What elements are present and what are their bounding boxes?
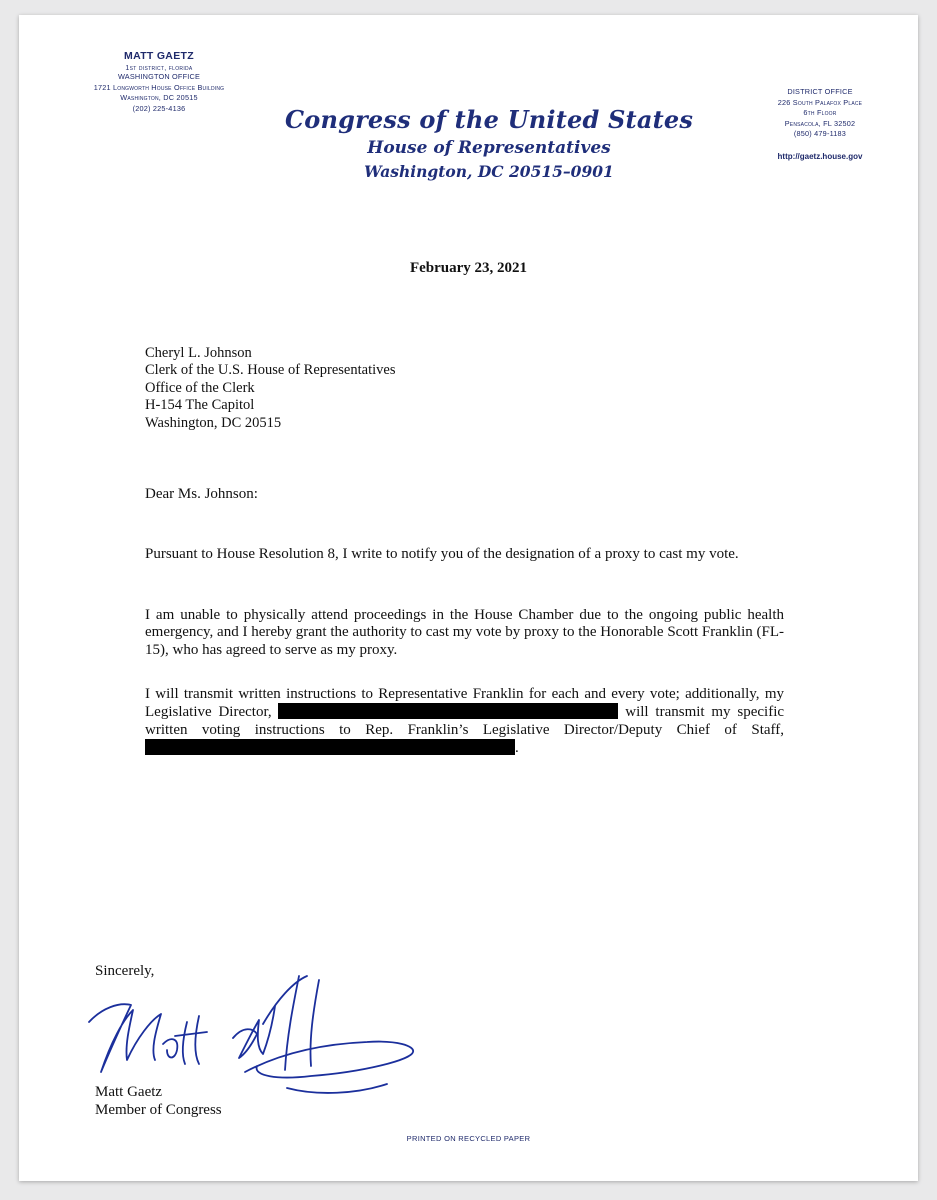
washington-office-address: 1721 Longworth House Office Building — [93, 82, 225, 92]
instructions-text: I will transmit written instructions to Representative Franklin for each and every vote; additionally, my Legislative Director, — [145, 686, 784, 721]
salutation: Dear Ms. Johnson: — [145, 486, 258, 502]
recipient-line: H-154 The Capitol — [145, 397, 255, 414]
instructions-end: . — [515, 740, 519, 757]
member-district: 1st district, florida — [125, 65, 193, 72]
congress-city: Washington, DC 20515–0901 — [364, 162, 614, 181]
redaction-bar — [278, 703, 618, 719]
recycled-paper-footer: PRINTED ON RECYCLED PAPER — [406, 1134, 531, 1143]
district-office-city: Pensacola, FL 32502 — [784, 118, 856, 128]
paragraph-authority: I am unable to physically attend proceedings in the House Chamber due to the ongoing public health emergency, and I hereby grant the authority to cast my vote by proxy to the Honorable Scott Franklin (FL-15), who has agreed to serve as my proxy. — [145, 607, 785, 658]
signer-name: Matt Gaetz — [95, 1084, 163, 1100]
house-title: House of Representatives — [367, 138, 611, 158]
signature-block — [95, 1083, 222, 1119]
district-office-phone: (850) 479-1183 — [793, 129, 847, 138]
letterhead-center — [269, 105, 709, 181]
closing: Sincerely, — [95, 963, 155, 979]
washington-office-phone: (202) 225-4136 — [132, 103, 186, 113]
recipient-address — [145, 345, 395, 432]
letter-page — [19, 15, 918, 1181]
recipient-line: Clerk of the U.S. House of Representatives — [145, 362, 396, 379]
recipient-line: Office of the Clerk — [145, 379, 255, 396]
congress-title: Congress of the United States — [284, 105, 694, 134]
website-url: http://gaetz.house.gov — [777, 151, 863, 161]
recipient-line: Washington, DC 20515 — [145, 414, 282, 431]
district-office-floor: 6th Floor — [803, 108, 837, 117]
washington-office-city: Washington, DC 20515 — [120, 93, 198, 102]
district-office-label: DISTRICT OFFICE — [787, 87, 853, 96]
redaction-bar — [145, 739, 515, 755]
letter-date: February 23, 2021 — [409, 260, 528, 276]
recipient-line: Cheryl L. Johnson — [145, 345, 252, 361]
district-office-address: 226 South Palafox Place — [777, 97, 863, 107]
letterhead-left — [59, 50, 259, 114]
signer-title: Member of Congress — [95, 1102, 222, 1118]
letterhead-right — [750, 87, 890, 161]
instructions-text: will transmit my specific written voting instructions to Rep. Franklin’s Legislative Director/Deputy Chief of Staff, — [145, 704, 785, 738]
paragraph-proxy-designation: Pursuant to House Resolution 8, I write to notify you of the designation of a proxy to cast my vote. — [145, 546, 739, 562]
paragraph-instructions — [145, 686, 784, 758]
member-name: MATT GAETZ — [124, 50, 194, 62]
washington-office-label: WASHINGTON OFFICE — [117, 72, 201, 81]
